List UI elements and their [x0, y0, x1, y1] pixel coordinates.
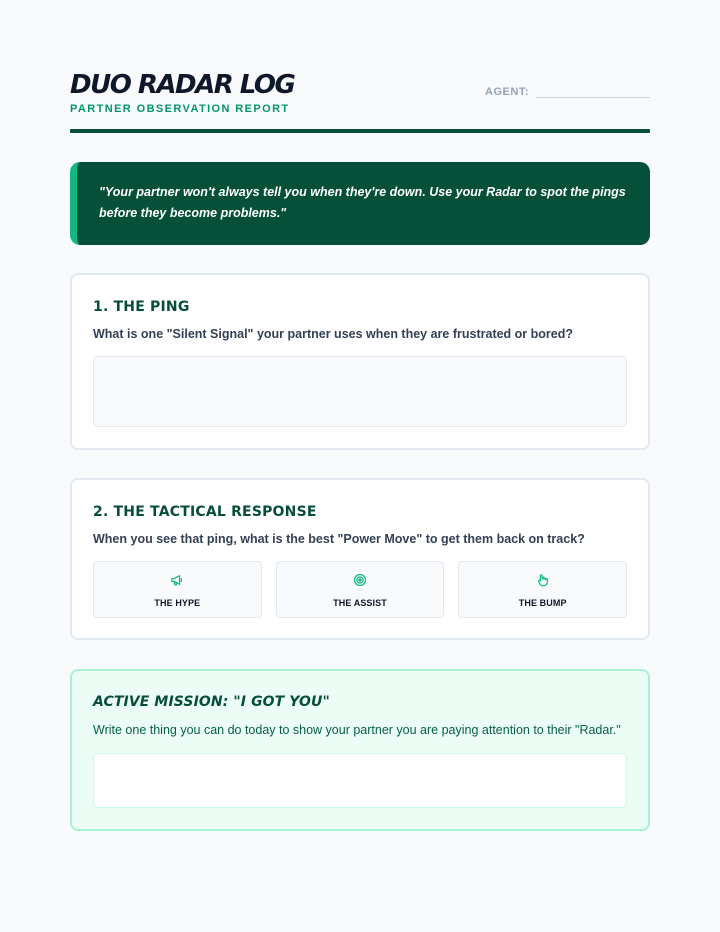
active-mission-card [70, 669, 650, 831]
header-divider [70, 129, 650, 133]
option-the-bump[interactable] [458, 561, 627, 618]
agent-name-input[interactable] [536, 86, 650, 98]
mission-answer-input[interactable] [93, 753, 627, 808]
silent-signal-answer-input[interactable] [93, 356, 627, 427]
section-tactical-response [70, 478, 650, 640]
option-the-hype[interactable] [93, 561, 262, 618]
megaphone-icon [170, 573, 184, 592]
section-the-ping [70, 273, 650, 450]
power-move-options [93, 561, 627, 618]
option-label: THE ASSIST [333, 598, 387, 608]
page-title: DUO RADAR LOG [70, 70, 295, 100]
section-question: What is one "Silent Signal" your partner uses when they are frustrated or bored? [93, 327, 573, 341]
worksheet-page [70, 0, 650, 737]
agent-field [485, 86, 650, 98]
header [70, 0, 650, 134]
section-title: 2. THE TACTICAL RESPONSE [93, 504, 317, 520]
section-question: When you see that ping, what is the best "Power Move" to get them back on track? [93, 532, 585, 546]
option-label: THE BUMP [518, 598, 567, 608]
mission-prompt: Write one thing you can do today to show your partner you are paying attention to their "Radar." [93, 723, 621, 737]
quote-text: "Your partner won't always tell you when they're down. Use your Radar to spot the pings before they become problems." [99, 185, 626, 220]
intro-quote [70, 162, 650, 245]
section-title: 1. THE PING [93, 299, 190, 315]
fist-bump-icon [536, 573, 550, 592]
option-label: THE HYPE [154, 598, 201, 608]
agent-label: AGENT: [485, 86, 529, 98]
option-the-assist[interactable] [276, 561, 445, 618]
mission-title: ACTIVE MISSION: "I GOT YOU" [93, 694, 330, 710]
target-icon [353, 573, 367, 592]
page-subtitle: PARTNER OBSERVATION REPORT [70, 103, 290, 115]
